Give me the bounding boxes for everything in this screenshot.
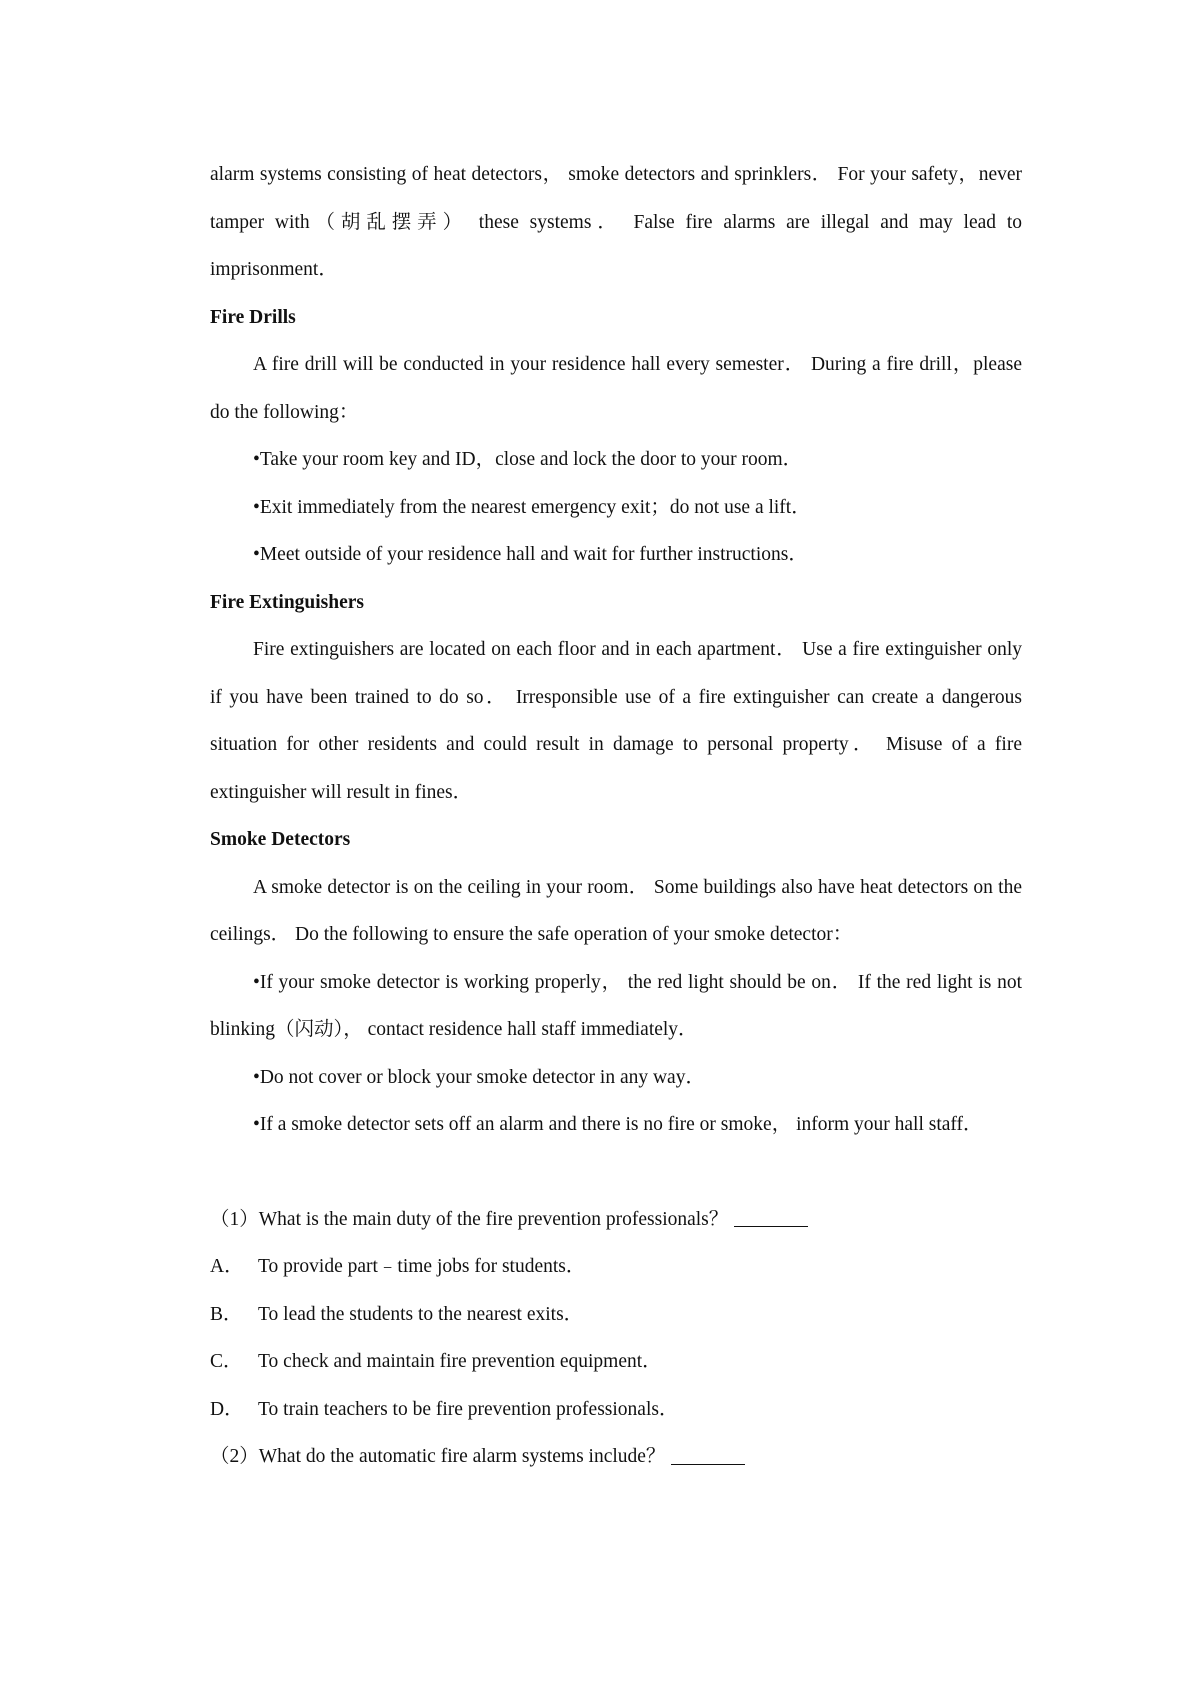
intro-paragraph: alarm systems consisting of heat detectors， smoke detectors and sprinklers． For your safety，never tamper with（胡乱摆弄） these systems． False fire alarms are illegal and may lead to imprisonment． <box>210 164 1022 280</box>
question-2-number: （2） <box>210 1446 259 1467</box>
question-1-number: （1） <box>210 1208 259 1230</box>
document-page <box>210 151 1022 1481</box>
smoke-detectors-bullet-3: •If a smoke detector sets off an alarm and there is no fire or smoke， inform your hall staff． <box>253 1114 983 1135</box>
question-2-text: What do the automatic fire alarm systems include？ <box>258 1446 666 1467</box>
option-a[interactable] <box>210 1243 1022 1291</box>
option-c[interactable] <box>210 1338 1022 1386</box>
option-b-letter: B． <box>210 1303 243 1325</box>
option-d-letter: D． <box>210 1398 244 1420</box>
option-a-letter: A． <box>210 1256 244 1277</box>
smoke-detectors-paragraph: A smoke detector is on the ceiling in your room． Some buildings also have heat detectors on the ceilings． Do the following to ensure the safe operation of your smoke detector： <box>210 876 1022 945</box>
option-b[interactable] <box>210 1291 1022 1339</box>
option-c-letter: C． <box>210 1351 243 1372</box>
heading-fire-drills: Fire Drills <box>210 306 296 328</box>
option-d[interactable] <box>210 1386 1022 1434</box>
fire-extinguishers-paragraph: Fire extinguishers are located on each floor and in each apartment． Use a fire extinguisher only if you have been trained to do so． Irresponsible use of a fire extinguisher can create a dangerous situation for other residents and could result in damage to personal property． Misuse of a fire extinguisher will result in fines． <box>210 639 1022 803</box>
smoke-detectors-bullet-2: •Do not cover or block your smoke detector in any way． <box>253 1066 705 1088</box>
fire-drills-bullet-1: •Take your room key and ID，close and lock the door to your room． <box>253 449 803 470</box>
answer-blank-2[interactable] <box>671 1463 745 1465</box>
option-b-text: To lead the students to the nearest exits． <box>258 1303 584 1325</box>
fire-drills-bullet-2: •Exit immediately from the nearest emergency exit；do not use a lift． <box>253 496 811 518</box>
fire-drills-paragraph: A fire drill will be conducted in your residence hall every semester． During a fire drill，please do the following： <box>210 354 1022 423</box>
option-a-text: To provide part﹣time jobs for students． <box>258 1256 586 1277</box>
answer-blank-1[interactable] <box>734 1225 808 1227</box>
option-c-text: To check and maintain fire prevention equipment． <box>258 1351 662 1372</box>
smoke-detectors-bullet-1: •If your smoke detector is working properly， the red light should be on． If the red light is not blinking（闪动）， contact residence hall staff immediately． <box>210 971 1022 1040</box>
option-d-text: To train teachers to be fire prevention professionals． <box>258 1398 679 1420</box>
heading-smoke-detectors: Smoke Detectors <box>210 829 351 850</box>
section-spacer <box>210 1149 1022 1196</box>
question-1-text: What is the main duty of the fire prevention professionals？ <box>258 1208 729 1230</box>
question-2 <box>210 1433 1022 1481</box>
question-1 <box>210 1196 1022 1244</box>
heading-fire-extinguishers: Fire Extinguishers <box>210 591 365 613</box>
fire-drills-bullet-3: •Meet outside of your residence hall and wait for further instructions． <box>253 544 808 565</box>
